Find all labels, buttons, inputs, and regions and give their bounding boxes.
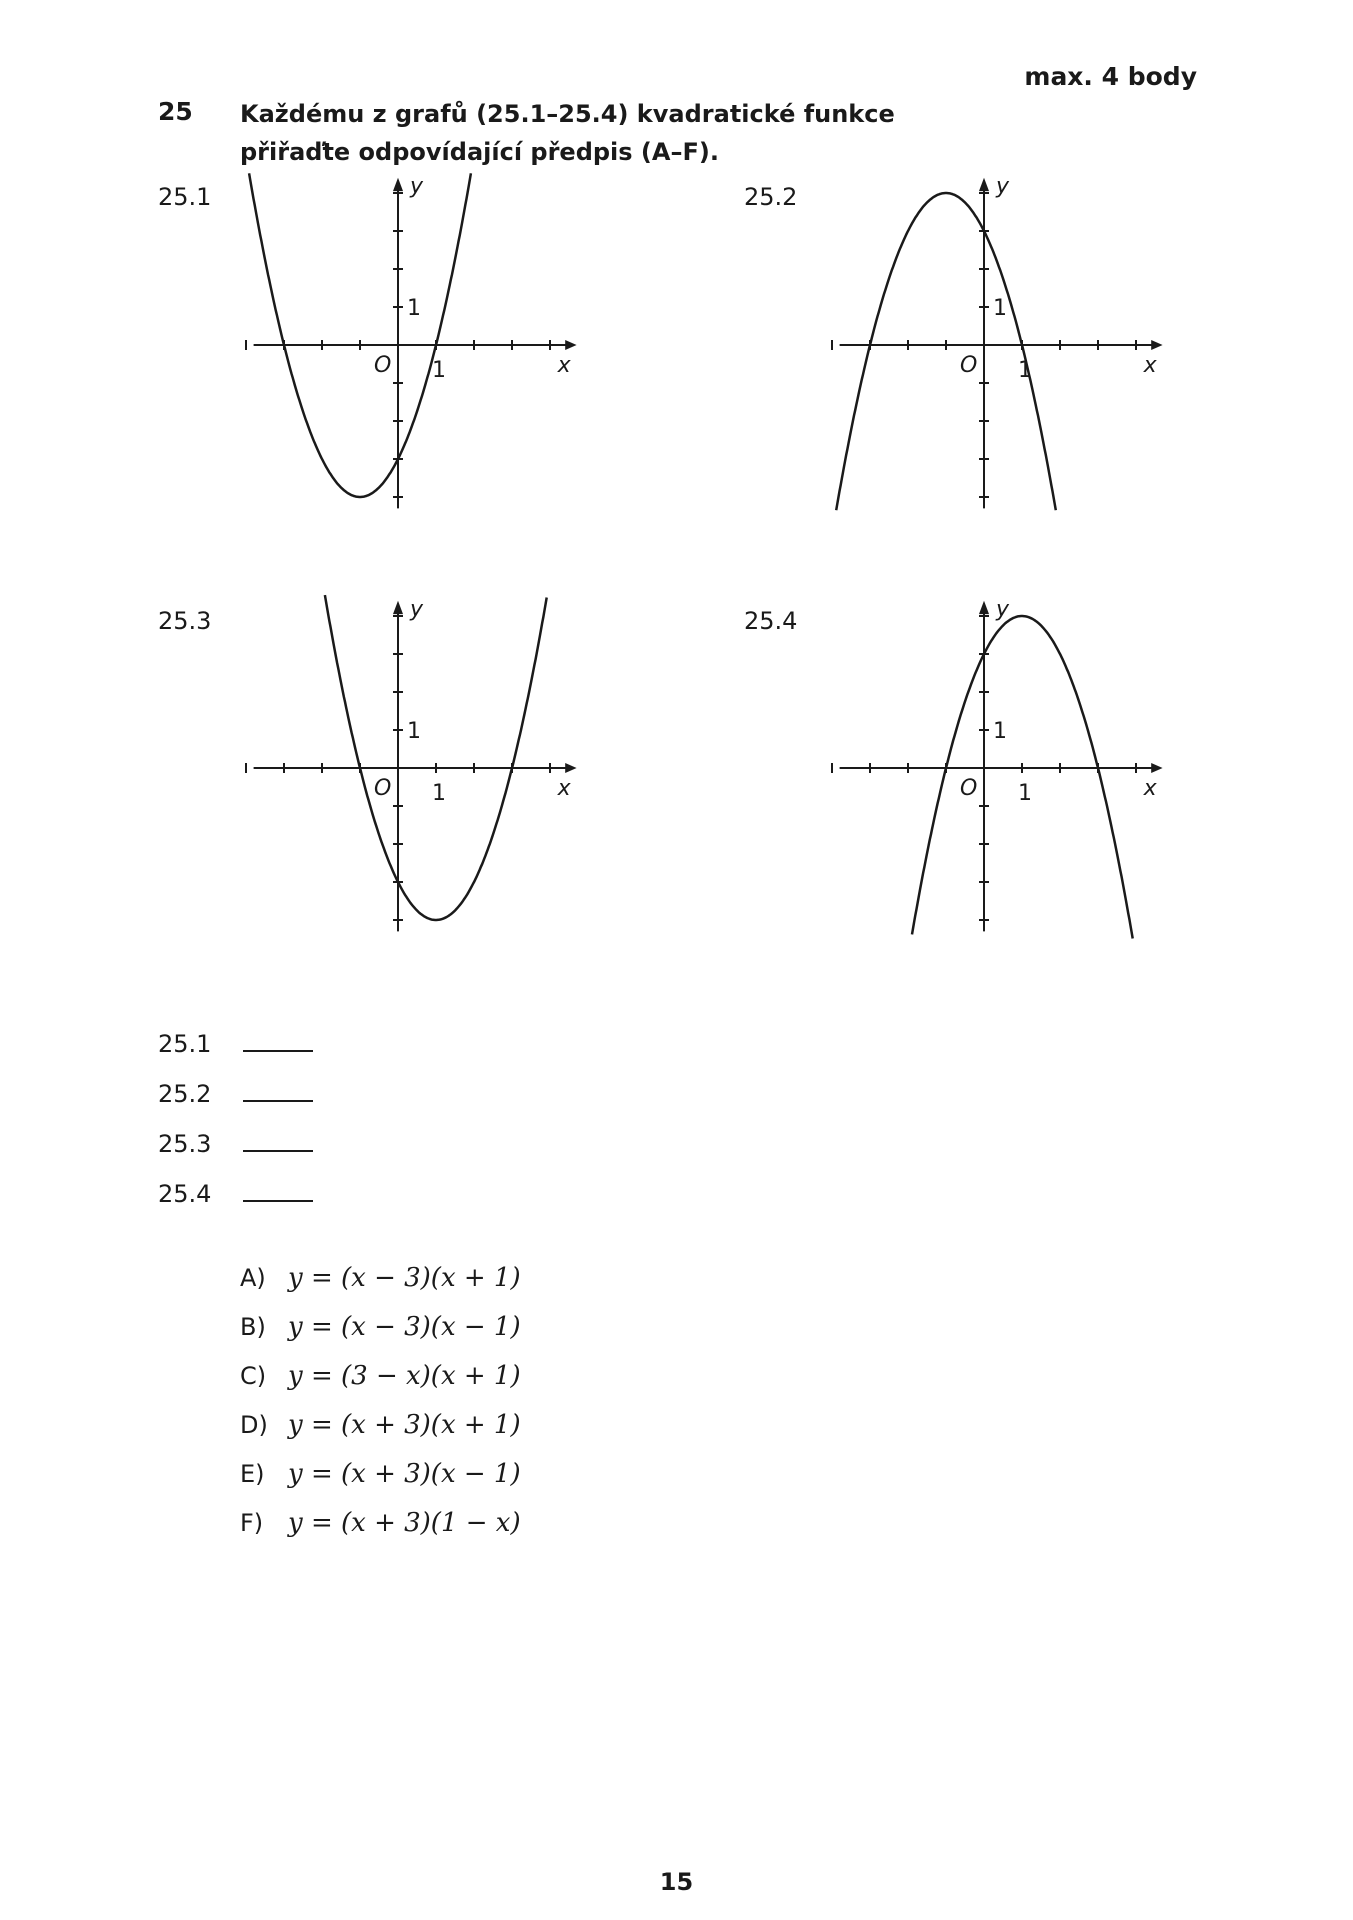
- graph-label-25-2: 25.2: [744, 183, 798, 211]
- graph-25-3: [238, 597, 608, 978]
- x-axis-arrow: [565, 340, 576, 350]
- y-unit-label: 1: [407, 719, 421, 744]
- graph-25-2: [824, 174, 1194, 555]
- option-formula: y = (x + 3)(x − 1): [288, 1459, 521, 1489]
- answer-label: 25.4: [158, 1180, 212, 1208]
- y-axis-label: y: [410, 174, 424, 200]
- origin-label: O: [960, 353, 978, 378]
- y-unit-label: 1: [993, 719, 1007, 744]
- parabola-curve: [836, 193, 1056, 510]
- answer-row-25-1: [158, 1030, 313, 1058]
- x-unit-label: 1: [1018, 781, 1032, 806]
- y-axis-label: y: [996, 174, 1010, 200]
- x-unit-label: 1: [432, 781, 446, 806]
- task-number: 25: [158, 97, 193, 126]
- option-letter: D): [240, 1411, 268, 1439]
- option-d: [240, 1410, 521, 1440]
- y-unit-label: 1: [407, 296, 421, 321]
- y-axis-arrow: [979, 178, 989, 191]
- graph-label-25-3: 25.3: [158, 607, 212, 635]
- x-axis-label: x: [557, 776, 571, 801]
- parabola-curve: [912, 616, 1133, 939]
- page-number: 15: [659, 1868, 694, 1896]
- x-axis-label: x: [1143, 776, 1157, 801]
- origin-label: O: [374, 776, 392, 801]
- origin-label: O: [960, 776, 978, 801]
- answer-blank[interactable]: [243, 1130, 313, 1152]
- option-letter: E): [240, 1460, 265, 1488]
- answer-label: 25.1: [158, 1030, 212, 1058]
- option-formula: y = (x + 3)(1 − x): [288, 1508, 521, 1538]
- graph-25-1: [238, 174, 608, 555]
- option-c: [240, 1361, 521, 1391]
- option-formula: y = (x + 3)(x + 1): [288, 1410, 521, 1440]
- x-axis-arrow: [1151, 340, 1162, 350]
- y-axis-label: y: [410, 597, 424, 623]
- origin-label: O: [374, 353, 392, 378]
- parabola-curve: [249, 173, 471, 497]
- x-axis-label: x: [557, 353, 571, 378]
- x-unit-label: 1: [432, 358, 446, 383]
- option-letter: C): [240, 1362, 267, 1390]
- parabola-curve: [325, 595, 547, 920]
- option-b: [240, 1312, 521, 1342]
- y-axis-arrow: [393, 601, 403, 614]
- option-formula: y = (x − 3)(x − 1): [288, 1312, 521, 1342]
- answer-label: 25.2: [158, 1080, 212, 1108]
- answer-label: 25.3: [158, 1130, 212, 1158]
- x-axis-arrow: [565, 763, 576, 773]
- max-points: max. 4 body: [1024, 62, 1197, 91]
- y-axis-label: y: [996, 597, 1010, 623]
- answer-row-25-3: [158, 1130, 313, 1158]
- x-unit-label: 1: [1018, 358, 1032, 383]
- answer-blank[interactable]: [243, 1030, 313, 1052]
- answer-blank[interactable]: [243, 1080, 313, 1102]
- answer-row-25-2: [158, 1080, 313, 1108]
- graph-label-25-4: 25.4: [744, 607, 798, 635]
- option-formula: y = (x − 3)(x + 1): [288, 1263, 521, 1293]
- y-axis-arrow: [979, 601, 989, 614]
- y-unit-label: 1: [993, 296, 1007, 321]
- graph-25-4: [824, 597, 1194, 978]
- option-formula: y = (3 − x)(x + 1): [288, 1361, 521, 1391]
- task-instruction: Každému z grafů (25.1–25.4) kvadratické funkce přiřaďte odpovídající předpis (A–F).: [240, 100, 895, 166]
- x-axis-label: x: [1143, 353, 1157, 378]
- option-letter: F): [240, 1509, 264, 1537]
- option-e: [240, 1459, 521, 1489]
- graph-label-25-1: 25.1: [158, 183, 212, 211]
- option-a: [240, 1263, 521, 1293]
- option-letter: B): [240, 1313, 266, 1341]
- option-letter: A): [240, 1264, 266, 1292]
- option-f: [240, 1508, 521, 1538]
- answer-row-25-4: [158, 1180, 313, 1208]
- x-axis-arrow: [1151, 763, 1162, 773]
- answer-blank[interactable]: [243, 1180, 313, 1202]
- y-axis-arrow: [393, 178, 403, 191]
